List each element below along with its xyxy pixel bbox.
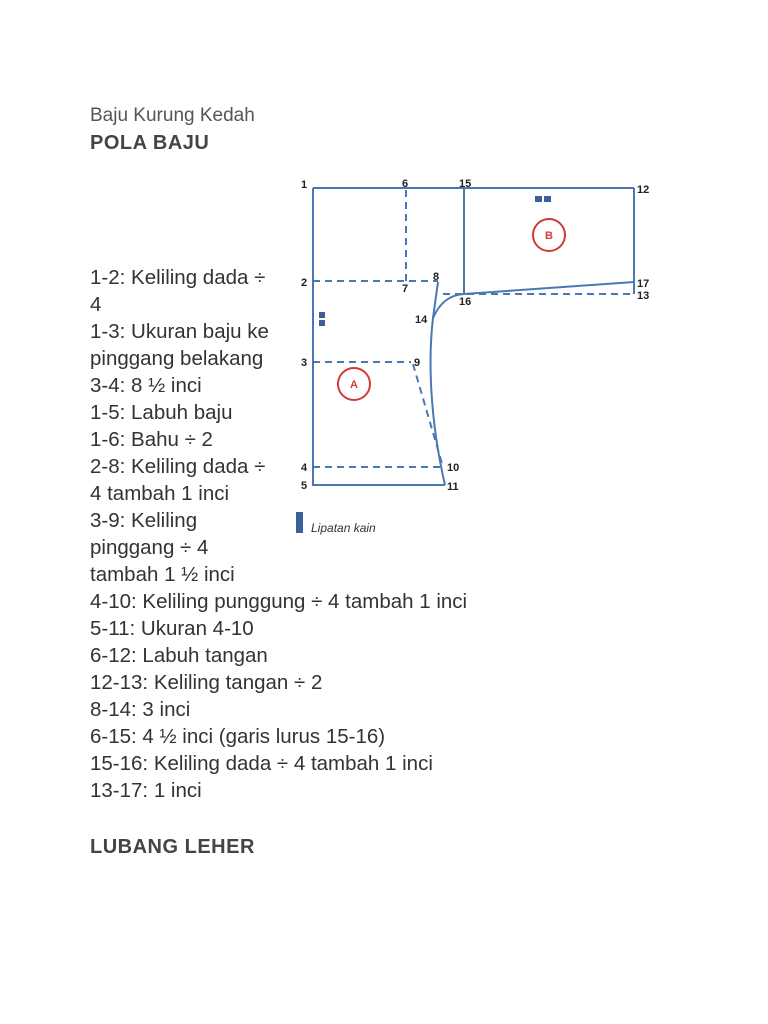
point-label: 16: [459, 296, 472, 308]
sleeve-line-16-17: [464, 282, 634, 294]
outline-body: [313, 188, 634, 485]
section-heading-pola-baju: POLA BAJU: [90, 132, 210, 154]
piece-b-label: B: [545, 230, 553, 242]
point-label: 9: [414, 357, 421, 369]
point-label: 11: [447, 481, 459, 493]
armhole-curve: [431, 282, 445, 485]
instruction-item: 3-4: 8 ½ inci: [90, 374, 202, 397]
point-label: 7: [402, 283, 409, 295]
point-label: 2: [301, 277, 308, 289]
point-label: 17: [637, 278, 650, 290]
point-label: 1: [301, 179, 308, 191]
point-labels: [301, 178, 649, 493]
point-label: 5: [301, 480, 308, 492]
instruction-item: 2-8: Keliling dada ÷ 4 tambah 1 inci: [90, 455, 266, 505]
instruction-item: 1-3: Ukuran baju ke pinggang belakang: [90, 320, 269, 370]
point-label: 14: [415, 314, 428, 326]
instruction-item: 15-16: Keliling dada ÷ 4 tambah 1 inci: [90, 752, 433, 775]
legend-label: Lipatan kain: [311, 521, 376, 535]
point-label: 8: [433, 271, 440, 283]
section-heading-lubang-leher: LUBANG LEHER: [90, 836, 255, 858]
instruction-item: 1-5: Labuh baju: [90, 401, 233, 424]
point-label: 12: [637, 184, 650, 196]
instruction-item: 1-6: Bahu ÷ 2: [90, 428, 213, 451]
document-title: Baju Kurung Kedah: [90, 105, 255, 126]
piece-a-label: A: [350, 379, 358, 391]
point-label: 3: [301, 357, 308, 369]
instruction-item: 6-15: 4 ½ inci (garis lurus 15-16): [90, 725, 386, 748]
instruction-item: 6-12: Labuh tangan: [90, 644, 268, 667]
point-label: 4: [301, 462, 308, 474]
instruction-item: 13-17: 1 inci: [90, 779, 202, 802]
instruction-item: 8-14: 3 inci: [90, 698, 191, 721]
point-label: 10: [447, 462, 460, 474]
point-label: 6: [402, 178, 409, 190]
point-label: 13: [637, 290, 650, 302]
instruction-item: 5-11: Ukuran 4-10: [90, 617, 254, 640]
instruction-item: 3-9: Keliling pinggang ÷ 4 tambah 1 ½ inci: [90, 509, 235, 586]
fold-mark-icon: [296, 196, 551, 533]
point-label: 15: [459, 178, 472, 190]
instruction-item: 12-13: Keliling tangan ÷ 2: [90, 671, 323, 694]
instruction-item: 1-2: Keliling dada ÷ 4: [90, 266, 266, 316]
instruction-item: 4-10: Keliling punggung ÷ 4 tambah 1 inci: [90, 590, 468, 613]
